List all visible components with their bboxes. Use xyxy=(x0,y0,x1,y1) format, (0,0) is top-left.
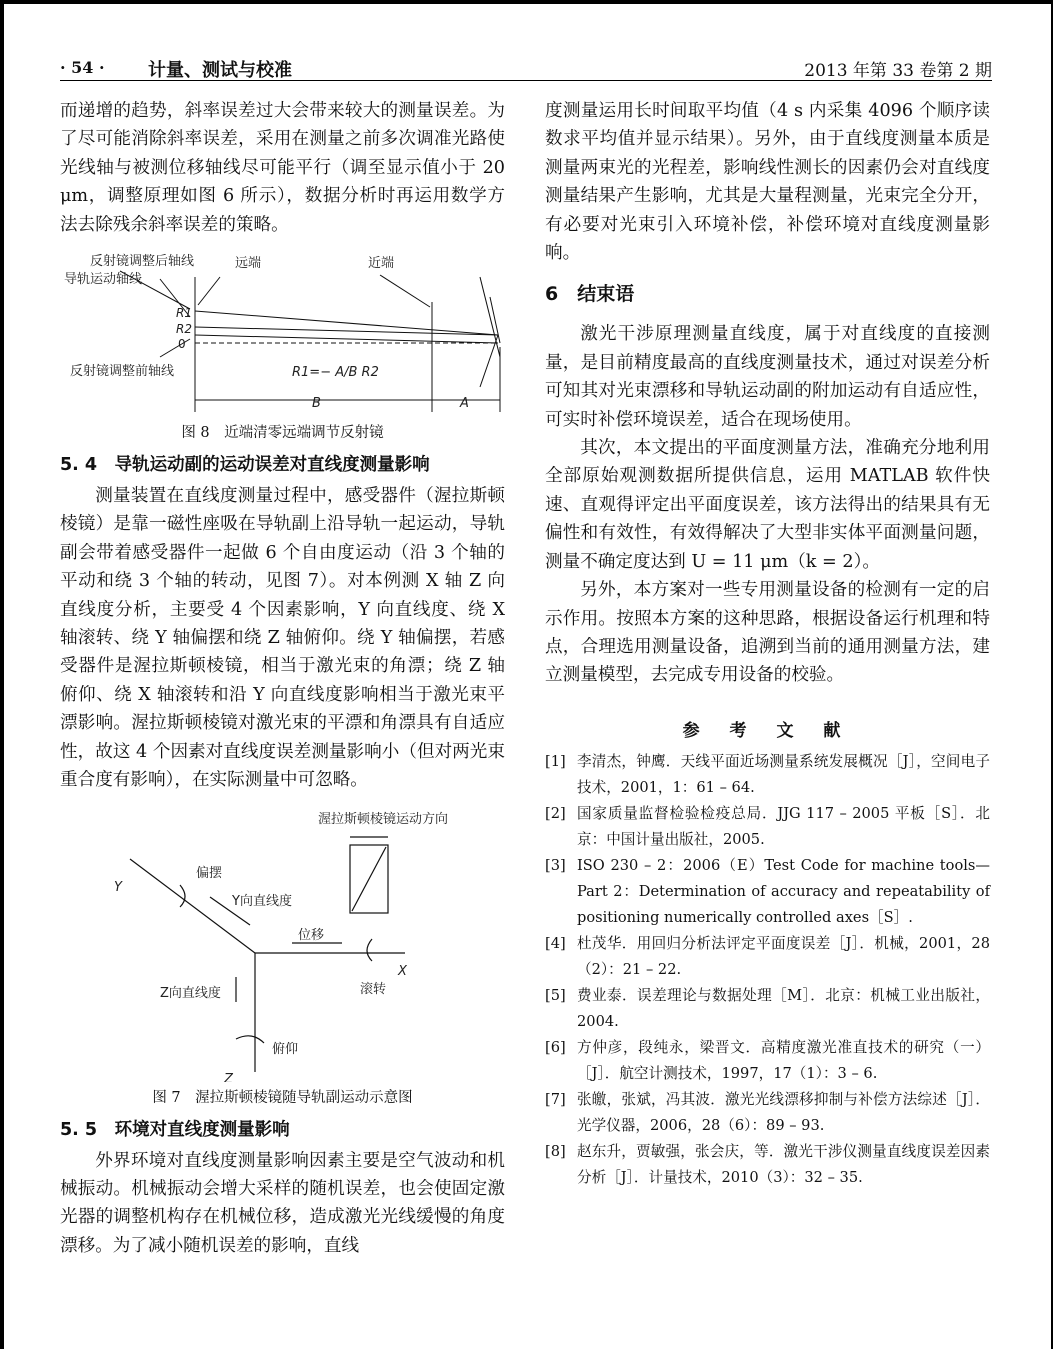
reference-item: [3] ISO 230 – 2：2006（E）Test Code for machine tools—Part 2：Determination of accuracy and repeatability of positioning numerically controlled axes［S］. xyxy=(545,856,990,926)
figure-8-diagram xyxy=(60,247,505,417)
label-roll: 滚转 xyxy=(360,981,387,997)
reference-item: [8] 赵东升，贾敏强，张会庆，等．激光干涉仪测量直线度误差因素分析［J］．计量技术，2010（3）：32 – 35. xyxy=(545,1142,990,1186)
label-near-end: 近端 xyxy=(368,256,395,272)
page-border-top xyxy=(0,0,1053,4)
reference-item: [6] 方仲彦，段纯永，梁晋文．高精度激光准直技术的研究（一）［J］．航空计测技术，1997，17（1）：3 – 6. xyxy=(545,1038,990,1082)
figure-7-diagram xyxy=(60,807,505,1082)
issue-info: 2013 年第 33 卷第 2 期 xyxy=(804,61,992,81)
paragraph: 而递增的趋势，斜率误差过大会带来较大的测量误差。为了尽可能消除斜率误差，采用在测量之前多次调准光路使光线轴与被测位移轴线尽可能平行（调至显示值小于 20 μm，调整原理如图 6 所示），数据分析时再运用数学方法去除残余斜率误差的策略。 xyxy=(60,101,505,235)
section-5-5-title: 5. 5 环境对直线度测量影响 xyxy=(60,1119,290,1140)
section-5-4-title: 5. 4 导轨运动副的运动误差对直线度测量影响 xyxy=(60,455,430,476)
running-header xyxy=(60,52,992,82)
page-number: · 54 · xyxy=(60,58,105,77)
label-z-axis: Z xyxy=(224,1071,233,1082)
label-prism-direction: 渥拉斯顿棱镜运动方向 xyxy=(318,811,449,827)
references-title: 参 考 文 献 xyxy=(682,720,853,741)
reference-item: [1] 李清杰，钟鹰．天线平面近场测量系统发展概况［J］，空间电子技术，2001，1：61 – 64. xyxy=(545,752,990,796)
reference-list xyxy=(545,749,990,1191)
formula: R1=− A/B R2 xyxy=(292,365,379,381)
label-x-axis: X xyxy=(398,963,407,979)
label-guide-axis: 导轨运动轴线 xyxy=(64,272,143,288)
label-y-straightness: Y向直线度 xyxy=(232,893,292,909)
label-yaw: 偏摆 xyxy=(196,865,223,881)
reference-item: [2] 国家质量监督检验检疫总局．JJG 117 – 2005 平板［S］．北京：中国计量出版社，2005. xyxy=(545,804,990,848)
page-border-left xyxy=(0,0,4,1349)
label-zero: 0 xyxy=(178,337,186,352)
section-5-4-paragraph: 测量装置在直线度测量过程中，感受器件（渥拉斯顿棱镜）是靠一磁性座吸在导轨副上沿导轨一起运动，导轨副会带着感受器件一起做 6 个自由度运动（沿 3 个轴的平动和绕 3 个轴的转动，见图 7）。对本例测 X 轴 Z 向直线度分析，主要受 4 个因素影响，Y 向直线度、绕 X 轴滚转、绕 Y 轴偏摆和绕 Z 轴俯仰。绕 Y 轴偏摆，若感受器件是渥拉斯顿棱镜，相当于激光束的角漂；绕 Z 轴俯仰、绕 X 轴滚转和沿 Y 向直线度影响相当于激光束平漂影响。渥拉斯顿棱镜对激光束的平漂和角漂具有自适应性，故这 4 个因素对直线度误差测量影响小（但对两光束重合度有影响），在实际测量中可忽略。 xyxy=(60,486,505,791)
label-r2: R2 xyxy=(176,322,192,337)
figure-8-caption: 图 8 近端清零远端调节反射镜 xyxy=(181,425,384,442)
reference-item: [5] 费业泰．误差理论与数据处理［M］．北京：机械工业出版社，2004. xyxy=(545,986,990,1030)
label-r1: R1 xyxy=(176,306,192,321)
label-far-end: 远端 xyxy=(235,256,262,272)
figure-7-caption: 图 7 渥拉斯顿棱镜随导轨副运动示意图 xyxy=(152,1089,413,1106)
header-rule xyxy=(60,80,992,81)
label-displacement: 位移 xyxy=(298,927,325,943)
conclusion-paragraph-1: 激光干涉原理测量直线度，属于对直线度的直接测量，是目前精度最高的直线度测量技术，通过对误差分析可知其对光束漂移和导轨运动副的附加运动有自适应性，可实时补偿环境误差，适合在现场使用。 xyxy=(545,324,990,430)
label-z-straightness: Z向直线度 xyxy=(160,985,221,1001)
conclusion-paragraph-2: 其次，本文提出的平面度测量方法，准确充分地利用全部原始观测数据所提供信息，运用 MATLAB 软件快速、直观得评定出平面度误差，该方法得出的结果具有无偏性和有效性，有效得解决了大型非实体平面测量问题，测量不确定度达到 U = 11 μm（k = 2）。 xyxy=(545,438,990,572)
label-mirror-before: 反射镜调整前轴线 xyxy=(70,364,175,380)
section-6-title: 6 结束语 xyxy=(545,283,635,306)
label-pitch: 俯仰 xyxy=(272,1041,299,1057)
label-mirror-after: 反射镜调整后轴线 xyxy=(90,254,195,270)
reference-item: [7] 张皦，张斌，冯其波．激光光线漂移抑制与补偿方法综述［J］．光学仪器，2006，28（6）：89 – 93. xyxy=(545,1090,990,1134)
conclusion-paragraph-3: 另外，本方案对一些专用测量设备的检测有一定的启示作用。按照本方案的这种思路，根据设备运行机理和特点，合理选用测量设备，追溯到当前的通用测量方法，建立测量模型，去完成专用设备的校验。 xyxy=(545,580,990,686)
right-column xyxy=(545,97,990,1191)
label-a: A xyxy=(460,396,469,412)
journal-title: 计量、测试与校准 xyxy=(148,60,292,81)
reference-item: [4] 杜茂华．用回归分析法评定平面度误差［J］．机械，2001，28（2）：21 – 22. xyxy=(545,934,990,978)
section-5-5-paragraph: 外界环境对直线度测量影响因素主要是空气波动和机械振动。机械振动会增大采样的随机误差，也会使固定激光器的调整机构存在机械位移，造成激光光线缓慢的角度漂移。为了减小随机误差的影响，直线 xyxy=(60,1150,505,1256)
label-y-axis: Y xyxy=(114,879,122,895)
left-column xyxy=(60,97,505,1260)
paragraph: 度测量运用长时间取平均值（4 s 内采集 4096 个顺序读数求平均值并显示结果）。另外，由于直线度测量本质是测量两束光的光程差，影响线性测长的因素仍会对直线度测量结果产生影响，尤其是大量程测量，光束完全分开，有必要对光束引入环境补偿，补偿环境对直线度测量影响。 xyxy=(545,101,990,264)
label-b: B xyxy=(312,396,321,412)
